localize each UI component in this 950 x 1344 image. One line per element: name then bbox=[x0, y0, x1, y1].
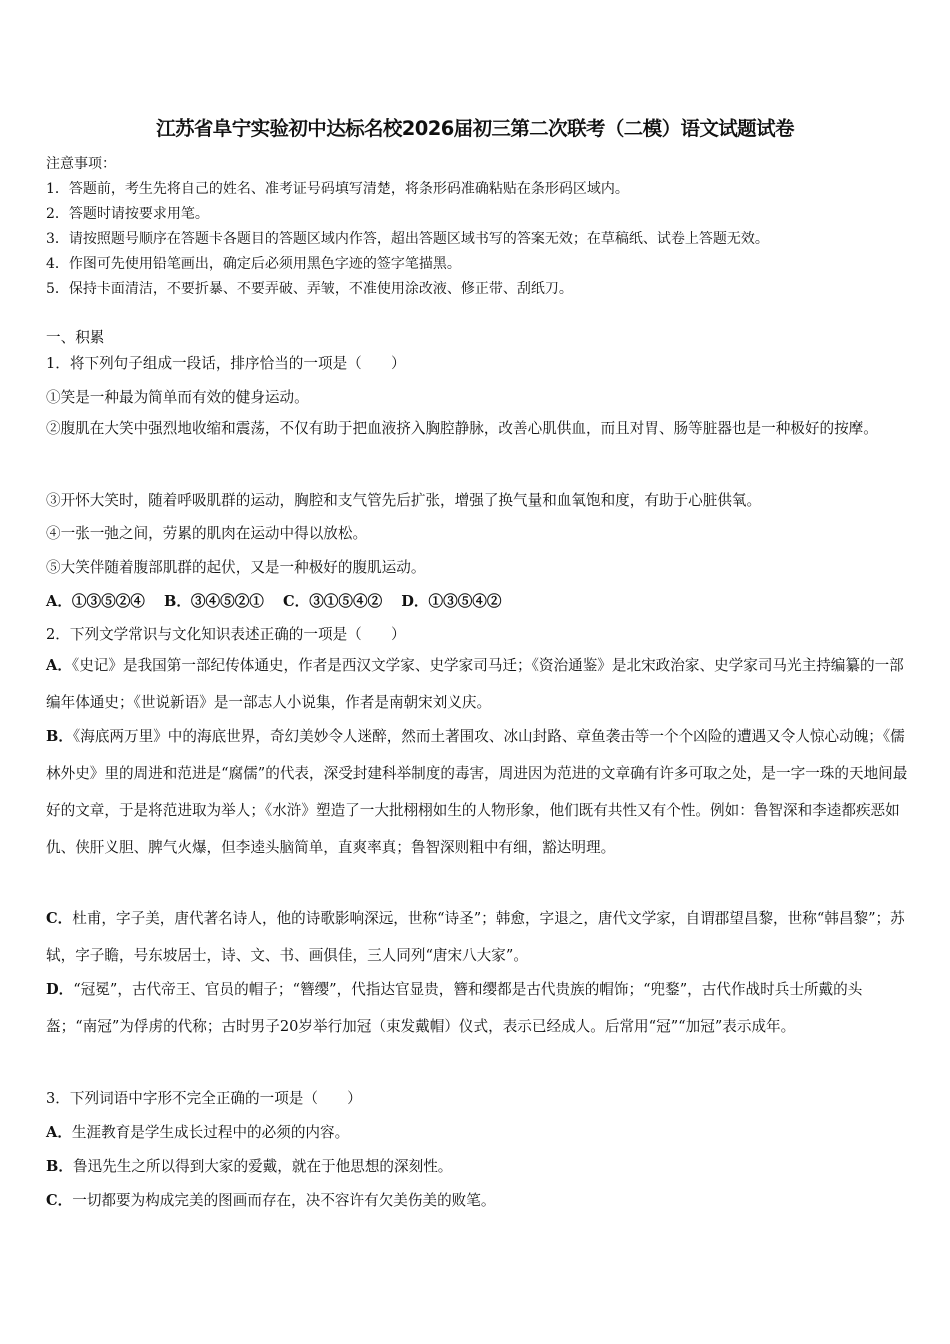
q2-option-d-text: “冠冕”，古代帝王、官员的帽子；“簪缨”，代指达官显贵，簪和缨都是古代贵族的帽饰；“兜鍪”，古代作战时兵士所戴的头盔；“南冠”为俘虏的代称；古时男子20岁举行加冠（束发戴帽）仪式，表示已经成人。后常用“冠”“加冠”表示成年。 bbox=[46, 981, 863, 1035]
notice-item: 1．答题前，考生先将自己的姓名、准考证号码填写清楚，将条形码准确粘贴在条形码区域内。 bbox=[46, 181, 629, 197]
notice-item: 5．保持卡面清洁，不要折暴、不要弄破、弄皱，不准使用涂改液、修正带、刮纸刀。 bbox=[46, 281, 573, 297]
notice-item: 3．请按照题号顺序在答题卡各题目的答题区域内作答，超出答题区域书写的答案无效；在草稿纸、试卷上答题无效。 bbox=[46, 231, 769, 247]
q1-stem: 1．将下列句子组成一段话，排序恰当的一项是（ ） bbox=[46, 355, 406, 372]
q2-option-d[interactable] bbox=[46, 971, 908, 1045]
q3-option-b-label: B． bbox=[46, 1158, 73, 1175]
q2-option-b-text: 《海底两万里》中的海底世界，奇幻美妙令人迷醉，然而土著围攻、冰山封路、章鱼袭击等一个个凶险的遭遇又令人惊心动魄；《儒林外史》里的周进和范进是“腐儒”的代表，深受封建科举制度的毒害，周进因为范进的文章确有许多可取之处，是一字一珠的天地间最好的文章，于是将范进取为举人；《水浒》塑造了一大批栩栩如生的人物形象，他们既有共性又有个性。例如：鲁智深和李逵都疾恶如仇、侠肝义胆、脾气火爆，但李逵头脑简单，直爽率真；鲁智深则粗中有细，豁达明理。 bbox=[46, 728, 908, 856]
q1-sentence-1: ①笑是一种最为简单而有效的健身运动。 bbox=[46, 389, 309, 406]
q1-sentence-3: ③开怀大笑时，随着呼吸肌群的运动，胸腔和支气管先后扩张，增强了换气量和血氧饱和度，有助于心脏供氧。 bbox=[46, 492, 762, 509]
notice-item: 2．答题时请按要求用笔。 bbox=[46, 206, 209, 222]
q3-option-c[interactable] bbox=[46, 1189, 908, 1210]
q1-option-d[interactable]: D．①③⑤④② bbox=[401, 593, 502, 610]
q1-option-a[interactable]: A．①③⑤②④ bbox=[46, 593, 145, 610]
q2-option-a[interactable] bbox=[46, 647, 908, 721]
q2-option-a-text: 《史记》是我国第一部纪传体通史，作者是西汉文学家、史学家司马迁；《资治通鉴》是北宋政治家、史学家司马光主持编纂的一部编年体通史；《世说新语》是一部志人小说集，作者是南朝宋刘义庆。 bbox=[46, 657, 904, 711]
q2-option-b-label: B． bbox=[46, 728, 73, 745]
notice-block bbox=[46, 152, 769, 302]
q3-option-a[interactable] bbox=[46, 1121, 908, 1142]
q1-sentence-5: ⑤大笑伴随着腹部肌群的起伏，又是一种极好的腹肌运动。 bbox=[46, 559, 426, 576]
q3-option-c-label: C． bbox=[46, 1192, 73, 1209]
q2-option-a-label: A． bbox=[46, 657, 72, 674]
q2-option-c[interactable] bbox=[46, 900, 908, 974]
notice-heading: 注意事项： bbox=[46, 156, 116, 172]
q2-stem: 2．下列文学常识与文化知识表述正确的一项是（ ） bbox=[46, 626, 406, 643]
page-title: 江苏省阜宁实验初中达标名校2026届初三第二次联考（二模）语文试题试卷 bbox=[156, 117, 794, 140]
q3-option-b[interactable] bbox=[46, 1155, 908, 1176]
q3-option-b-text: 鲁迅先生之所以得到大家的爱戴，就在于他思想的深刻性。 bbox=[72, 1158, 453, 1175]
q2-option-c-label: C． bbox=[46, 910, 73, 927]
q2-option-c-text: 杜甫，字子美，唐代著名诗人，他的诗歌影响深远，世称“诗圣”；韩愈，字退之，唐代文学家，自谓郡望昌黎，世称“韩昌黎”；苏轼，字子瞻，号东坡居士，诗、文、书、画俱佳，三人同列“唐宋八大家”。 bbox=[46, 910, 905, 964]
q1-sentence-4: ④一张一弛之间，劳累的肌肉在运动中得以放松。 bbox=[46, 525, 368, 542]
q1-option-c[interactable]: C．③①⑤④② bbox=[282, 593, 383, 610]
q1-sentence-2: ②腹肌在大笑中强烈地收缩和震荡，不仅有助于把血液挤入胸腔静脉，改善心肌供血，而且对胃、肠等脏器也是一种极好的按摩。 bbox=[46, 420, 878, 437]
q2-option-d-label: D． bbox=[46, 981, 74, 998]
section-heading: 一、积累 bbox=[46, 329, 105, 346]
q2-option-b[interactable] bbox=[46, 718, 908, 866]
q3-stem: 3．下列词语中字形不完全正确的一项是（ ） bbox=[46, 1090, 362, 1107]
q3-option-a-text: 生涯教育是学生成长过程中的必须的内容。 bbox=[71, 1124, 350, 1141]
q1-options bbox=[46, 590, 515, 611]
notice-item: 4．作图可先使用铅笔画出，确定后必须用黑色字迹的签字笔描黑。 bbox=[46, 256, 461, 272]
q3-option-c-text: 一切都要为构成完美的图画而存在，决不容许有欠美伤美的败笔。 bbox=[72, 1192, 496, 1209]
q3-option-a-label: A． bbox=[46, 1124, 72, 1141]
q1-option-b[interactable]: B．③④⑤②① bbox=[163, 593, 264, 610]
